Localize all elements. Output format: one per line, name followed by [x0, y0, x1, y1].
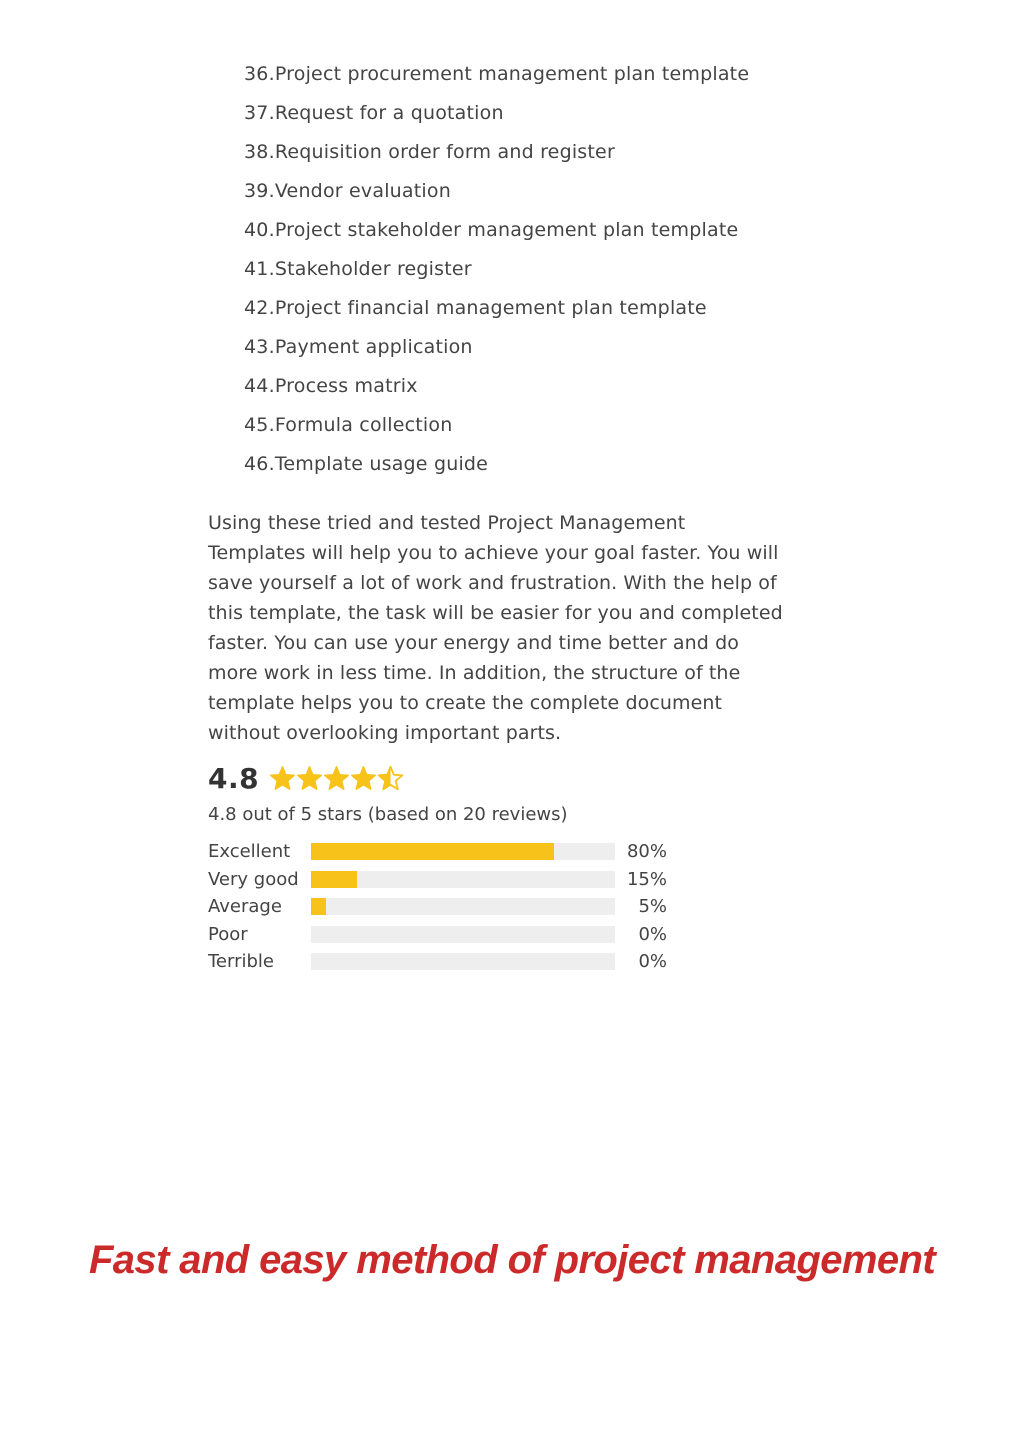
list-item-number: 46.: [244, 453, 275, 475]
list-item-text: Vendor evaluation: [274, 180, 451, 202]
rating-row-label: Poor: [208, 923, 248, 945]
list-item-text: Stakeholder register: [274, 258, 472, 280]
rating-row-label: Average: [208, 896, 282, 918]
list-item-text: Project procurement management plan template: [274, 63, 750, 85]
list-item-text: Requisition order form and register: [274, 141, 615, 163]
list-item-number: 41.: [244, 258, 275, 280]
rating-row-label: Terrible: [208, 951, 274, 973]
description-paragraph: [208, 508, 808, 748]
rating-row-average: [208, 893, 678, 921]
rating-row-label: Excellent: [208, 841, 291, 863]
list-item: [244, 448, 749, 487]
rating-bar-fill: [311, 871, 357, 888]
list-item: [244, 331, 749, 370]
list-item-number: 40.: [244, 219, 275, 241]
rating-row-terrible: [208, 948, 678, 976]
star-rating: [269, 765, 404, 792]
rating-row-very-good: [208, 866, 678, 894]
rating-bar-track: [311, 953, 615, 970]
list-item-text: Formula collection: [274, 414, 453, 436]
paragraph-line: save yourself a lot of work and frustration. With the help of: [208, 572, 777, 594]
list-item-text: Payment application: [274, 336, 473, 358]
list-item-number: 43.: [244, 336, 275, 358]
rating-bar-track: [311, 871, 615, 888]
list-item-text: Project stakeholder management plan template: [274, 219, 739, 241]
list-item-text: Template usage guide: [274, 453, 489, 475]
list-item: [244, 370, 749, 409]
template-list: [244, 58, 749, 487]
list-item: [244, 214, 749, 253]
list-item: [244, 409, 749, 448]
star-half-icon: [377, 765, 404, 792]
star-full-icon: [350, 765, 377, 792]
star-full-icon: [323, 765, 350, 792]
list-item-number: 37.: [244, 102, 275, 124]
paragraph-line: more work in less time. In addition, the structure of the: [208, 662, 741, 684]
paragraph-line: without overlooking important parts.: [208, 722, 562, 744]
rating-value: 4.8: [208, 761, 260, 795]
list-item-number: 42.: [244, 297, 275, 319]
star-full-icon: [269, 765, 296, 792]
paragraph-line: Templates will help you to achieve your goal faster. You will: [208, 542, 779, 564]
rating-row-percent: 80%: [626, 841, 667, 863]
rating-bar-fill: [311, 898, 326, 915]
paragraph-line: faster. You can use your energy and time better and do: [208, 632, 739, 654]
rating-row-percent: 15%: [626, 868, 667, 890]
rating-row-excellent: [208, 838, 678, 866]
list-item: [244, 136, 749, 175]
list-item-number: 44.: [244, 375, 275, 397]
rating-row-label: Very good: [208, 868, 299, 890]
list-item: [244, 97, 749, 136]
list-item-number: 39.: [244, 180, 275, 202]
rating-row-percent: 5%: [638, 896, 667, 918]
list-item-text: Project financial management plan template: [274, 297, 707, 319]
rating-row-percent: 0%: [638, 923, 667, 945]
rating-row-percent: 0%: [638, 951, 667, 973]
rating-bar-fill: [311, 843, 554, 860]
rating-bar-track: [311, 843, 615, 860]
list-item-text: Request for a quotation: [274, 102, 504, 124]
paragraph-line: template helps you to create the complete document: [208, 692, 723, 714]
rating-breakdown: [208, 838, 678, 976]
rating-header: [208, 760, 404, 796]
list-item: [244, 58, 749, 97]
list-item-number: 36.: [244, 63, 275, 85]
rating-row-poor: [208, 921, 678, 949]
star-full-icon: [296, 765, 323, 792]
rating-summary: 4.8 out of 5 stars (based on 20 reviews): [208, 804, 568, 825]
list-item: [244, 253, 749, 292]
slogan-heading: Fast and easy method of project management: [88, 1238, 936, 1282]
list-item-number: 38.: [244, 141, 275, 163]
paragraph-line: this template, the task will be easier for you and completed: [208, 602, 783, 624]
list-item: [244, 292, 749, 331]
rating-bar-track: [311, 898, 615, 915]
list-item-text: Process matrix: [274, 375, 418, 397]
rating-bar-track: [311, 926, 615, 943]
list-item: [244, 175, 749, 214]
list-item-number: 45.: [244, 414, 275, 436]
paragraph-line: Using these tried and tested Project Management: [208, 512, 686, 534]
